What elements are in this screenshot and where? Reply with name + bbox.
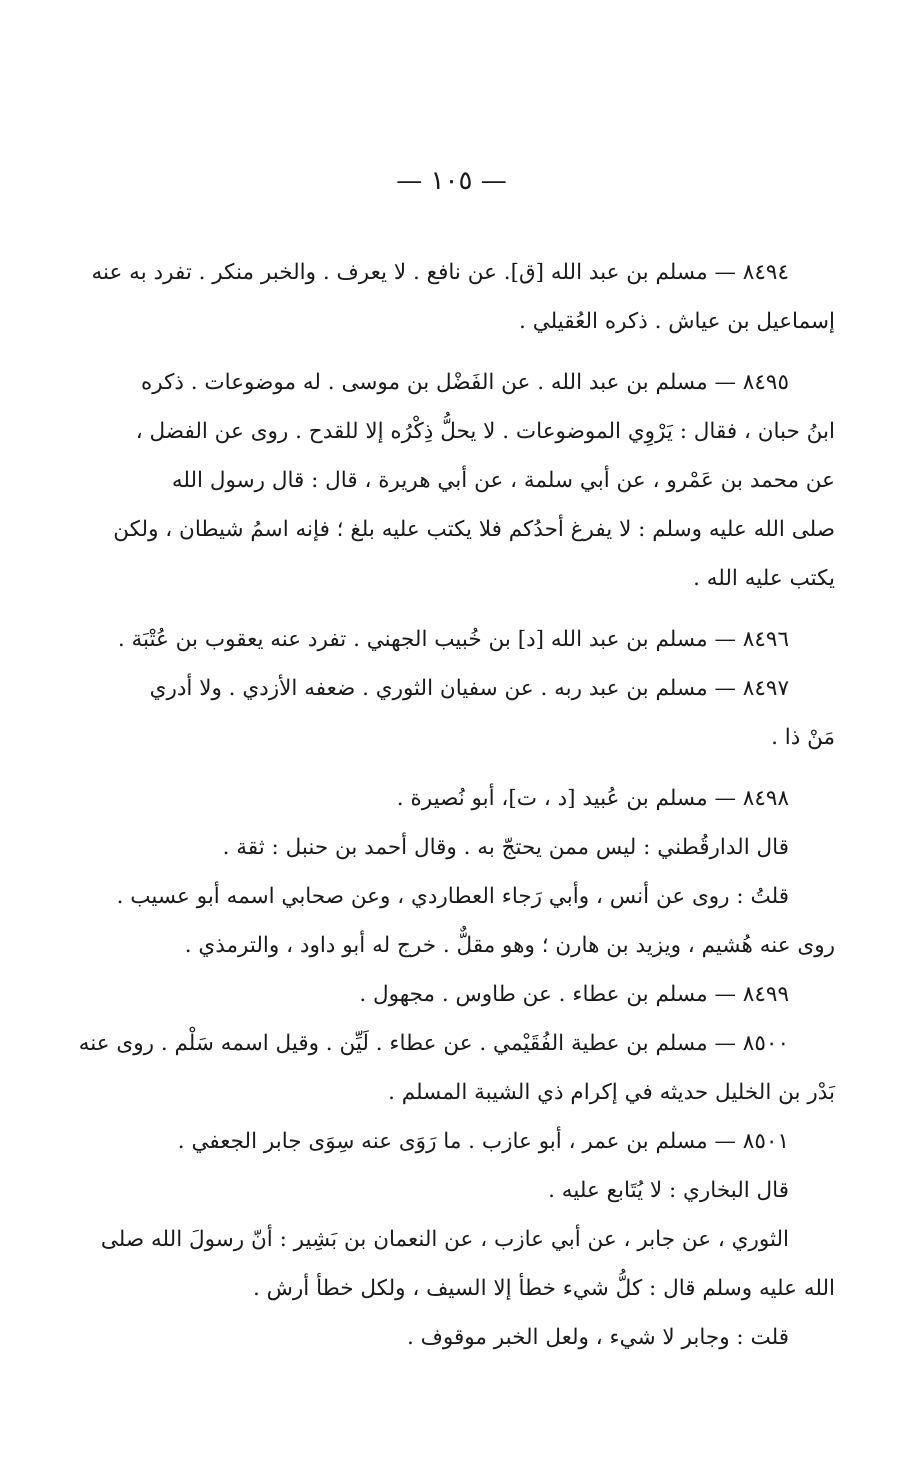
note-qultu-8501 (150, 1313, 835, 1362)
text-line: ٨٤٩٩ — مسلم بن عطاء . عن طاوس . مجهول . (359, 982, 789, 1007)
entry-8496 (117, 615, 835, 664)
text-line: ٨٤٩٤ — مسلم بن عبد الله [ق]. عن نافع . لا يعرف . والخبر منكر . تفرد به عنه (91, 260, 789, 285)
page-number: — ١٠٥ — (396, 166, 507, 196)
entry-8494 (91, 248, 835, 346)
note-bukhari (150, 1166, 835, 1215)
entry-8497 (150, 664, 835, 762)
entry-8498 (150, 774, 835, 823)
text-line: قال الدارقُطني : ليس ممن يحتجّ به . وقال أحمد بن حنبل : ثقة . (222, 835, 789, 860)
text-line: ٨٥٠١ — مسلم بن عمر ، أبو عازب . ما رَوَى عنه سِوَى جابر الجعفي . (177, 1129, 789, 1154)
text-line: يكتب عليه الله . (693, 566, 835, 591)
text-line: الله عليه وسلم قال : كلُّ شيء خطأ إلا السيف ، ولكل خطأ أرش . (253, 1276, 835, 1301)
entry-8499 (150, 970, 835, 1019)
text-line: قلت : وجابر لا شيء ، ولعل الخبر موقوف . (406, 1325, 789, 1350)
text-line: ٨٤٩٦ — مسلم بن عبد الله [د] بن خُبيب الجهني . تفرد عنه يعقوب بن عُتْبَة . (117, 627, 789, 652)
text-line: ٨٤٩٥ — مسلم بن عبد الله . عن الفَضْل بن موسى . له موضوعات . ذكره (140, 370, 789, 395)
text-line: ٨٥٠٠ — مسلم بن عطية الفُقَيْمي . عن عطاء . لَيِّن . وقيل اسمه سَلْم . روى عنه (78, 1031, 789, 1056)
text-line: قلتُ : روى عن أنس ، وأبي رَجاء العطاردي ، وعن صحابي اسمه أبو عسيب . (116, 884, 789, 909)
entry-8495 (113, 358, 835, 603)
entry-8500 (78, 1019, 835, 1117)
note-thawri-chain (100, 1215, 835, 1313)
text-line: روى عنه هُشيم ، ويزيد بن هارن ؛ وهو مقلٌّ . خرج له أبو داود ، والترمذي . (184, 933, 835, 958)
text-line: قال البخاري : لا يُتَابع عليه . (548, 1178, 789, 1203)
entry-8501 (150, 1117, 835, 1166)
text-line: صلى الله عليه وسلم : لا يفرغ أحدُكم فلا يكتب عليه بلغ ؛ فإنه اسمُ شيطان ، ولكن (113, 517, 835, 542)
note-qultu-8498 (116, 872, 835, 970)
text-line: مَنْ ذا . (771, 725, 835, 750)
text-line: ابنُ حبان ، فقال : يَرْوِي الموضوعات . لا يحلُّ ذِكْرُه إلا للقدح . روى عن الفضل ، (135, 419, 835, 444)
text-line: بَدْر بن الخليل حديثه في إكرام ذي الشيبة المسلم . (388, 1080, 835, 1105)
text-body (78, 248, 835, 1362)
text-line: ٨٤٩٨ — مسلم بن عُبيد [د ، ت]، أبو نُصيرة . (396, 786, 789, 811)
text-line: الثوري ، عن جابر ، عن أبي عازب ، عن النعمان بن بَشِير : أنّ رسولَ الله صلى (100, 1227, 789, 1252)
text-line: إسماعيل بن عياش . ذكره العُقيلي . (519, 309, 835, 334)
note-daraqutni (150, 823, 835, 872)
text-line: عن محمد بن عَمْرو ، عن أبي سلمة ، عن أبي هريرة ، قال : قال رسول الله (171, 468, 835, 493)
text-line: ٨٤٩٧ — مسلم بن عبد ربه . عن سفيان الثوري . ضعفه الأزدي . ولا أدري (149, 676, 789, 701)
